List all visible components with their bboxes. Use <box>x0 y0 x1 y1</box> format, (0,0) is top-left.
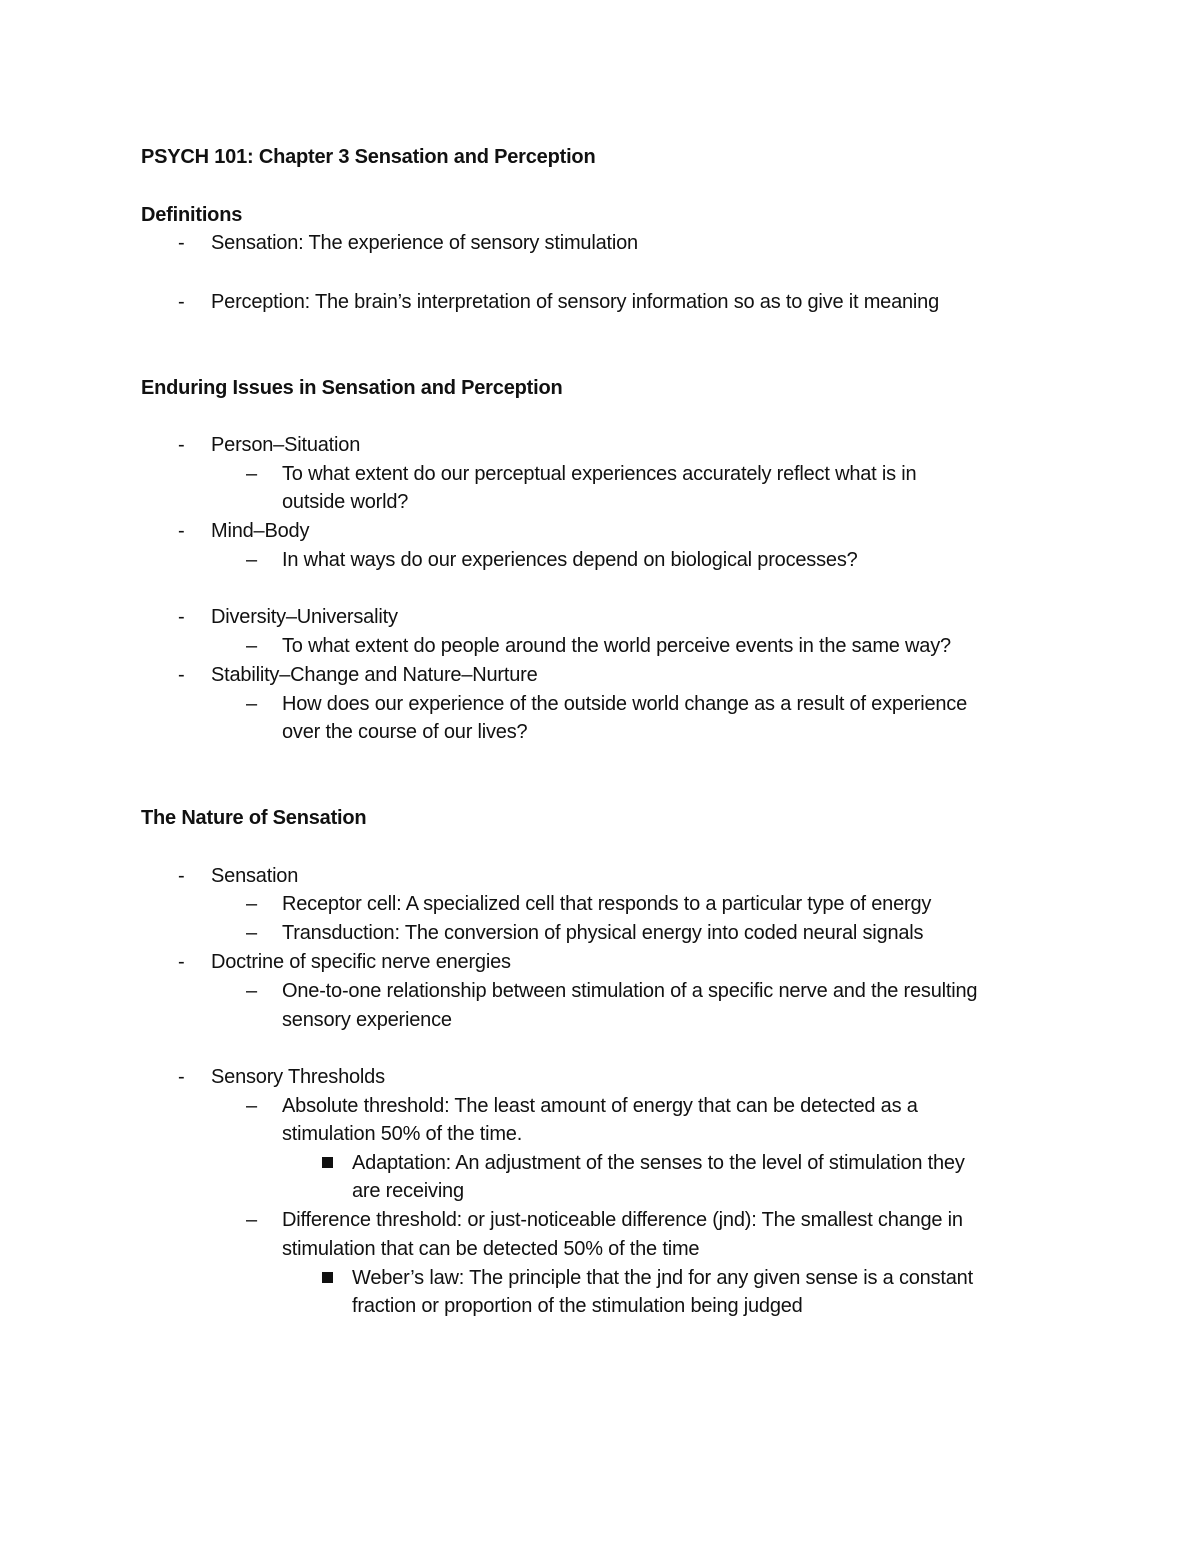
sub-item-text: outside world? <box>282 491 409 513</box>
definition-perception: Perception: The brain’s interpretation of sensory information so as to give it meaning <box>211 291 940 313</box>
section-heading-nature-of-sensation: The Nature of Sensation <box>141 807 367 829</box>
list-item-doctrine: Doctrine of specific nerve energies <box>211 951 511 973</box>
list-bullet-dash: - <box>178 664 185 686</box>
sub-item-text: sensory experience <box>282 1009 452 1031</box>
sub-item-text: To what extent do people around the world perceive events in the same way? <box>282 635 951 657</box>
subsub-item-text: are receiving <box>352 1180 464 1202</box>
sub-item-text: Difference threshold: or just-noticeable difference (jnd): The smallest change in <box>282 1209 963 1231</box>
sub-item-text: Receptor cell: A specialized cell that responds to a particular type of energy <box>282 893 932 915</box>
list-item-person-situation: Person–Situation <box>211 434 361 456</box>
sub-bullet-endash: – <box>246 1095 258 1117</box>
sub-item-text: To what extent do our perceptual experiences accurately reflect what is in <box>282 463 917 485</box>
list-bullet-dash: - <box>178 606 185 628</box>
list-item-stability-change: Stability–Change and Nature–Nurture <box>211 664 538 686</box>
list-bullet-dash: - <box>178 520 185 542</box>
list-bullet-dash: - <box>178 1066 185 1088</box>
sub-bullet-endash: – <box>246 549 258 571</box>
sub-bullet-endash: – <box>246 893 258 915</box>
section-heading-definitions: Definitions <box>141 204 243 226</box>
sub-bullet-endash: – <box>246 635 258 657</box>
square-bullet-icon <box>322 1272 333 1283</box>
sub-item-text: stimulation 50% of the time. <box>282 1123 523 1145</box>
sub-bullet-endash: – <box>246 693 258 715</box>
list-item-diversity-universality: Diversity–Universality <box>211 606 398 628</box>
list-item-mind-body: Mind–Body <box>211 520 310 542</box>
sub-item-text: How does our experience of the outside world change as a result of experience <box>282 693 968 715</box>
list-bullet-dash: - <box>178 434 185 456</box>
sub-bullet-endash: – <box>246 980 258 1002</box>
square-bullet-icon <box>322 1157 333 1168</box>
list-bullet-dash: - <box>178 232 185 254</box>
list-bullet-dash: - <box>178 951 185 973</box>
list-bullet-dash: - <box>178 865 185 887</box>
subsub-item-text: Weber’s law: The principle that the jnd for any given sense is a constant <box>352 1267 973 1289</box>
sub-bullet-endash: – <box>246 922 258 944</box>
list-item-sensation: Sensation <box>211 865 299 887</box>
sub-item-text: In what ways do our experiences depend on biological processes? <box>282 549 858 571</box>
list-bullet-dash: - <box>178 291 185 313</box>
definition-sensation: Sensation: The experience of sensory stimulation <box>211 232 638 254</box>
sub-bullet-endash: – <box>246 463 258 485</box>
subsub-item-text: Adaptation: An adjustment of the senses to the level of stimulation they <box>352 1152 965 1174</box>
section-heading-enduring-issues: Enduring Issues in Sensation and Perception <box>141 377 563 399</box>
list-item-sensory-thresholds: Sensory Thresholds <box>211 1066 385 1088</box>
subsub-item-text: fraction or proportion of the stimulation being judged <box>352 1295 803 1317</box>
sub-item-text: Absolute threshold: The least amount of energy that can be detected as a <box>282 1095 918 1117</box>
sub-item-text: over the course of our lives? <box>282 721 528 743</box>
sub-bullet-endash: – <box>246 1209 258 1231</box>
sub-item-text: Transduction: The conversion of physical energy into coded neural signals <box>282 922 924 944</box>
page-title: PSYCH 101: Chapter 3 Sensation and Perception <box>141 146 596 168</box>
sub-item-text: One-to-one relationship between stimulation of a specific nerve and the resulting <box>282 980 978 1002</box>
sub-item-text: stimulation that can be detected 50% of the time <box>282 1238 700 1260</box>
